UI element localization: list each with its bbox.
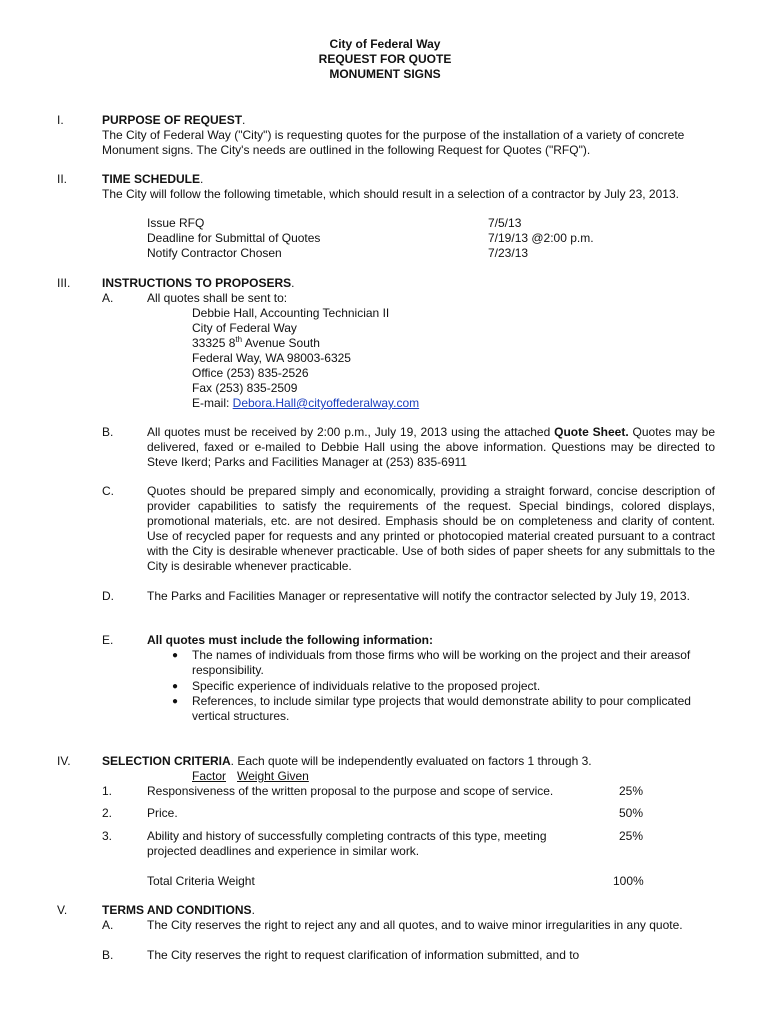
schedule-date: 7/5/13 [488, 216, 522, 230]
total-weight-value: 100% [613, 874, 644, 888]
terms-a-text: The City reserves the right to reject any and all quotes, and to waive minor irregularities in any quote. [147, 918, 683, 932]
section-1-text-line-1: The City of Federal Way ("City") is requesting quotes for the purpose of the installation of a variety of concrete [102, 128, 685, 142]
total-weight-label: Total Criteria Weight [147, 874, 255, 888]
col-header-weight: Weight Given [237, 769, 309, 783]
terms-a-letter: A. [102, 918, 114, 932]
item-d-letter: D. [102, 589, 114, 603]
section-4-numeral: IV. [57, 754, 71, 768]
criteria-number: 3. [102, 829, 113, 843]
criteria-text: Responsiveness of the written proposal to the purpose and scope of service. [147, 784, 554, 798]
criteria-text: Price. [147, 806, 178, 820]
doc-title-rfq: REQUEST FOR QUOTE [318, 52, 452, 66]
section-1-numeral: I. [57, 113, 64, 127]
contact-name: Debbie Hall, Accounting Technician II [192, 306, 390, 320]
terms-b-text: The City reserves the right to request clarification of information submitted, and to [147, 948, 580, 962]
item-b-text: All quotes must be received by 2:00 p.m., July 19, 2013 using the attached Quote Sheet. Quotes may be delivered, faxed or e-mailed to Debbie Hall using the above information. Questions may be directed to Steve Ikerd; Parks and Facilities Manager at (253) 835-6911 [147, 425, 715, 469]
item-d-text: The Parks and Facilities Manager or representative will notify the contractor selected by July 19, 2013. [147, 589, 690, 603]
bullet-icon: ● [172, 681, 179, 692]
criteria-number: 2. [102, 806, 113, 820]
item-a-letter: A. [102, 291, 114, 305]
schedule-event: Issue RFQ [147, 216, 205, 230]
contact-fax: Fax (253) 835-2509 [192, 381, 298, 395]
contact-street: 33325 8th Avenue South [192, 335, 320, 350]
criteria-weight: 25% [619, 784, 644, 798]
section-4-heading: SELECTION CRITERIA. Each quote will be independently evaluated on factors 1 through 3. [102, 754, 592, 768]
schedule-date: 7/19/13 @2:00 p.m. [488, 231, 594, 245]
item-c-text: Quotes should be prepared simply and economically, providing a straight forward, concise description of provider capabilities to satisfy the requirements of the request. Special bindings, colored displays, promotional materials, etc. are not desired. Emphasis should be on completeness and clarity of content. Use of recycled paper for requests and any printed or photocopied material created pursuant to a contract with the City is desirable whenever practicable. Use of both sides of paper sheets for any submittals to the City is desirable whenever practicable. [147, 484, 715, 573]
schedule-event: Deadline for Submittal of Quotes [147, 231, 321, 245]
col-header-factor: Factor [192, 769, 227, 783]
bullet-item: The names of individuals from those firms who will be working on the project and their areasof responsibility. [192, 648, 691, 677]
doc-title-subject: MONUMENT SIGNS [329, 67, 441, 81]
section-3-numeral: III. [57, 276, 71, 290]
item-e-letter: E. [102, 633, 114, 647]
item-a-intro: All quotes shall be sent to: [147, 291, 288, 305]
section-2-intro: The City will follow the following timetable, which should result in a selection of a contractor by July 23, 2013. [102, 187, 679, 201]
criteria-text-cont: projected deadlines and experience in similar work. [147, 844, 420, 858]
section-1-text-line-2: Monument signs. The City's needs are outlined in the following Request for Quotes ("RFQ"). [102, 143, 591, 157]
section-5-heading: TERMS AND CONDITIONS. [102, 903, 255, 917]
section-1-heading: PURPOSE OF REQUEST. [102, 113, 246, 127]
item-b-letter: B. [102, 425, 114, 439]
criteria-number: 1. [102, 784, 113, 798]
schedule-date: 7/23/13 [488, 246, 529, 260]
criteria-text: Ability and history of successfully completing contracts of this type, meeting [147, 829, 547, 843]
doc-title-city: City of Federal Way [329, 37, 441, 51]
section-5-numeral: V. [57, 903, 68, 917]
bullet-icon: ● [172, 696, 179, 707]
contact-email: E-mail: Debora.Hall@cityoffederalway.com [192, 396, 420, 410]
email-link[interactable]: Debora.Hall@cityoffederalway.com [232, 396, 420, 410]
item-e-heading: All quotes must include the following information: [147, 633, 433, 647]
section-2-numeral: II. [57, 172, 68, 186]
section-3-heading: INSTRUCTIONS TO PROPOSERS. [102, 276, 295, 290]
criteria-weight: 50% [619, 806, 644, 820]
criteria-weight: 25% [619, 829, 644, 843]
item-c-letter: C. [102, 484, 114, 498]
section-2-heading: TIME SCHEDULE. [102, 172, 204, 186]
contact-office-phone: Office (253) 835-2526 [192, 366, 309, 380]
contact-org: City of Federal Way [192, 321, 297, 335]
schedule-event: Notify Contractor Chosen [147, 246, 282, 260]
terms-b-letter: B. [102, 948, 114, 962]
bullet-item: Specific experience of individuals relative to the proposed project. [192, 679, 541, 693]
contact-city: Federal Way, WA 98003-6325 [192, 351, 351, 365]
bullet-item: References, to include similar type projects that would demonstrate ability to pour complicated vertical structures. [192, 694, 691, 723]
bullet-icon: ● [172, 650, 179, 661]
